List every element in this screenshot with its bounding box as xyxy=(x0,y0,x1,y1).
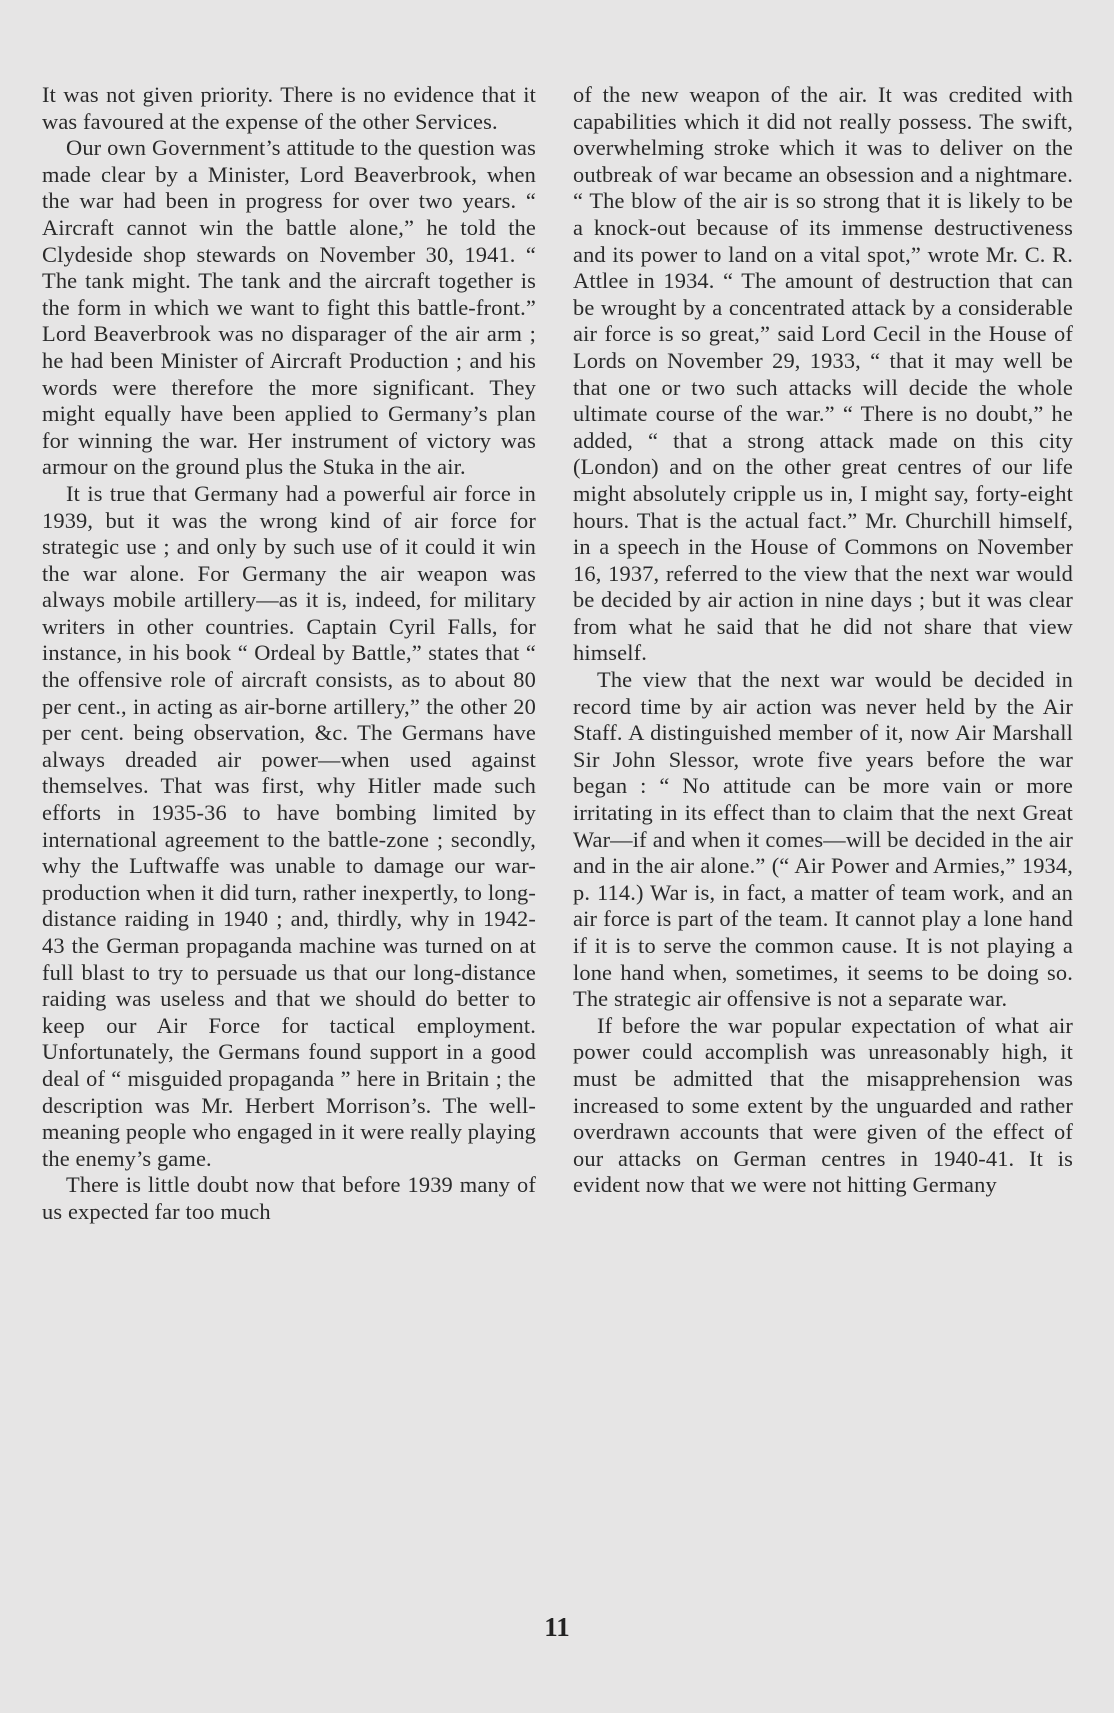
paragraph: The view that the next war would be decided in record time by air action was never held by the Air Staff. A distinguished member of it, now Air Marshall Sir John Slessor, wrote five years before the war began : “ No attitude can be more vain or more irritating in its effect than to claim that the next Great War—if and when it comes—will be decided in the air and in the air alone.” (“ Air Power and Armies,” 1934, p. 114.) War is, in fact, a matter of team work, and an air force is part of the team. It cannot play a lone hand if it is to serve the common cause. It is not playing a lone hand when, sometimes, it seems to be doing so. The strategic air offensive is not a separate war. xyxy=(573,667,1073,1012)
page-number: 11 xyxy=(544,1612,570,1642)
paragraph: There is little doubt now that before 1939 many of us expected far too much xyxy=(42,1172,536,1224)
right-text-column xyxy=(573,82,1073,1199)
paragraph: of the new weapon of the air. It was credited with capabilities which it did not really possess. The swift, overwhelming stroke which it was to deliver on the outbreak of war became an obsession and a nightmare. “ The blow of the air is so strong that it is likely to be a knock-out because of its immense destructiveness and its power to land on a vital spot,” wrote Mr. C. R. Attlee in 1934. “ The amount of destruction that can be wrought by a concentrated attack by a considerable air force is so great,” said Lord Cecil in the House of Lords on November 29, 1933, “ that it may well be that one or two such attacks will decide the whole ultimate course of the war.” “ There is no doubt,” he added, “ that a strong attack made on this city (London) and on the other great centres of our life might absolutely cripple us in, I might say, forty-eight hours. That is the actual fact.” Mr. Churchill himself, in a speech in the House of Commons on November 16, 1937, referred to the view that the next war would be decided by air action in nine days ; but it was clear from what he said that he did not share that view himself. xyxy=(573,82,1073,666)
left-text-column xyxy=(42,82,536,1226)
paragraph: If before the war popular expectation of what air power could accomplish was unreasonably high, it must be admitted that the misapprehension was increased to some extent by the unguarded and rather overdrawn accounts that were given of the effect of our attacks on German centres in 1940-41. It is evident now that we were not hitting Germany xyxy=(573,1012,1073,1198)
paragraph: Our own Government’s attitude to the question was made clear by a Minister, Lord Beaverbrook, when the war had been in progress for over two years. “ Aircraft cannot win the battle alone,” he told the Clydeside shop stewards on November 30, 1941. “ The tank might. The tank and the aircraft together is the form in which we want to fight this battle-front.” Lord Beaverbrook was no disparager of the air arm ; he had been Minister of Aircraft Production ; and his words were therefore the more significant. They might equally have been applied to Germany’s plan for winning the war. Her instrument of victory was armour on the ground plus the Stuka in the air. xyxy=(42,135,536,480)
paragraph: It is true that Germany had a powerful air force in 1939, but it was the wrong kind of air force for strategic use ; and only by such use of it could it win the war alone. For Germany the air weapon was always mobile artillery—as it is, indeed, for military writers in other countries. Captain Cyril Falls, for instance, in his book “ Ordeal by Battle,” states that “ the offensive role of aircraft consists, as to about 80 per cent., in acting as air-borne artillery,” the other 20 per cent. being observation, &c. The Germans have always dreaded air power—when used against themselves. That was first, why Hitler made such efforts in 1935-36 to have bombing limited by international agreement to the battle-zone ; secondly, why the Luftwaffe was unable to damage our war-production when it did turn, rather inexpertly, to long-distance raiding in 1940 ; and, thirdly, why in 1942-43 the German propaganda machine was turned on at full blast to try to persuade us that our long-distance raiding was useless and that we should do better to keep our Air Force for tactical employment. Unfortunately, the Germans found support in a good deal of “ misguided propaganda ” here in Britain ; the description was Mr. Herbert Morrison’s. The well-meaning people who engaged in it were really playing the enemy’s game. xyxy=(42,480,537,1171)
paragraph: It was not given priority. There is no evidence that it was favoured at the expense of the other Services. xyxy=(42,82,536,134)
